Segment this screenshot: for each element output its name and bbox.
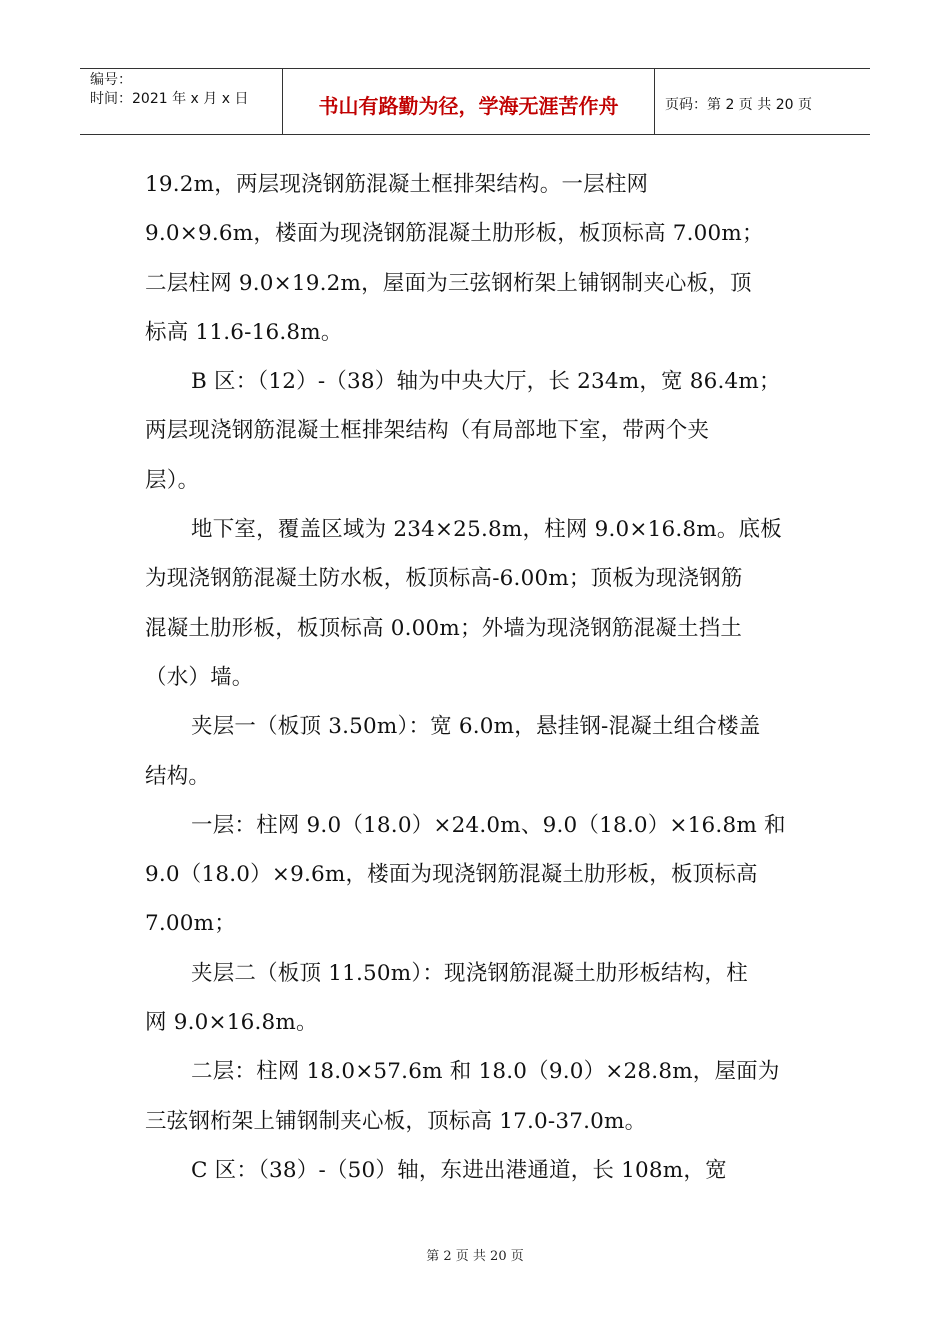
header-meta xyxy=(80,69,282,134)
body-text-line: 二层柱网 9.0×19.2m，屋面为三弦钢桁架上铺钢制夹心板，顶 xyxy=(145,270,752,296)
body-text-line: B 区：（12）-（38）轴为中央大厅，长 234m，宽 86.4m； xyxy=(191,369,781,395)
body-text-line: 地下室，覆盖区域为 234×25.8m，柱网 9.0×16.8m。底板 xyxy=(191,517,782,543)
body-text-line: 网 9.0×16.8m。 xyxy=(145,1010,318,1036)
body-text-line: 9.0×9.6m，楼面为现浇钢筋混凝土肋形板，板顶标高 7.00m； xyxy=(145,221,764,247)
document-code-label: 编号： xyxy=(90,72,132,88)
body-text-line: 结构。 xyxy=(145,763,211,789)
body-text-line: 混凝土肋形板，板顶标高 0.00m；外墙为现浇钢筋混凝土挡土 xyxy=(145,615,743,641)
body-text-line: （水）墙。 xyxy=(145,664,254,690)
document-date: 时间：2021 年 x 月 x 日 xyxy=(90,91,249,107)
body-text-line: 三弦钢桁架上铺钢制夹心板，顶标高 17.0-37.0m。 xyxy=(145,1108,647,1134)
body-text-line: 为现浇钢筋混凝土防水板，板顶标高-6.00m；顶板为现浇钢筋 xyxy=(145,566,743,592)
page-footer: 第 2 页 共 20 页 xyxy=(426,1249,524,1264)
body-text-line: 9.0（18.0）×9.6m，楼面为现浇钢筋混凝土肋形板，板顶标高 xyxy=(145,862,758,888)
body-text-line: 二层：柱网 18.0×57.6m 和 18.0（9.0）×28.8m，屋面为 xyxy=(191,1059,780,1085)
body-text-line: 标高 11.6-16.8m。 xyxy=(145,319,343,345)
header-page-info: 页码：第 2 页 共 20 页 xyxy=(665,96,812,113)
body-text-line: 层）。 xyxy=(145,467,200,493)
header-slogan: 书山有路勤为径，学海无涯苦作舟 xyxy=(282,69,655,134)
body-text-line: 两层现浇钢筋混凝土框排架结构（有局部地下室，带两个夹 xyxy=(145,418,710,444)
page-header xyxy=(80,68,870,135)
body-text-line: 夹层二（板顶 11.50m）：现浇钢筋混凝土肋形板结构，柱 xyxy=(191,960,748,986)
body-text-line: 19.2m，两层现浇钢筋混凝土框排架结构。一层柱网 xyxy=(145,172,649,197)
body-text-line: 一层：柱网 9.0（18.0）×24.0m、9.0（18.0）×16.8m 和 xyxy=(191,812,786,838)
body-text-line: 7.00m； xyxy=(145,911,236,937)
body-text-line: 夹层一（板顶 3.50m）：宽 6.0m，悬挂钢-混凝土组合楼盖 xyxy=(191,714,761,740)
body-text-line: C 区：（38）-（50）轴，东进出港通道，长 108m，宽 xyxy=(191,1157,727,1183)
document-body xyxy=(145,160,805,1195)
